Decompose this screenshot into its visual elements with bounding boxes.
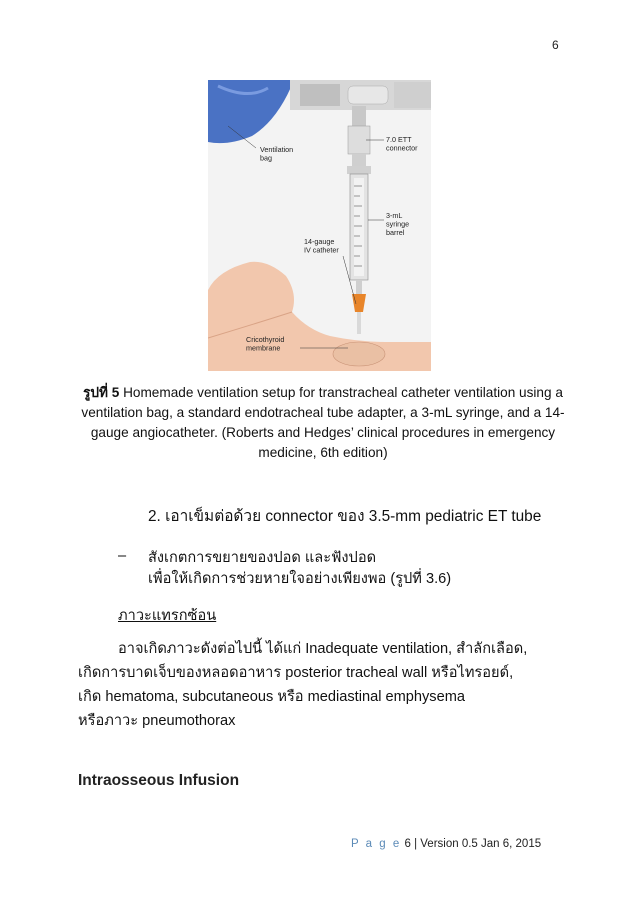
- page-footer: [351, 838, 541, 850]
- complications-heading: ภาวะแทรกซ้อน: [118, 608, 217, 624]
- footer-version: Version 0.5 Jan 6, 2015: [420, 838, 542, 850]
- bullet-line-2: เพื่อให้เกิดการช่วยหายใจอย่างเพียงพอ (รูปที่ 3.6): [148, 571, 452, 587]
- bullet-text: [148, 548, 568, 590]
- step-2: [148, 506, 548, 527]
- footer-page-word: P a g e: [351, 838, 402, 850]
- caption-text: Homemade ventilation setup for transtracheal catheter ventilation using a ventilation bag, a standard endotracheal tube adapter, a 3-mL syringe, and a 14-gauge angiocatheter. (Roberts and Hedges’ clinical procedures in emergency medicine, 6th edition): [81, 385, 565, 460]
- complications-paragraph: [78, 637, 562, 733]
- label-ventilation-bag: Ventilation bag: [260, 145, 294, 163]
- caption-label: รูปที่ 5: [83, 385, 120, 400]
- section-title: Intraosseous Infusion: [78, 772, 240, 789]
- label-syringe: 3-mL syringe barrel: [386, 211, 410, 237]
- step-number: 2.: [148, 508, 161, 525]
- page-number: 6: [552, 38, 559, 52]
- bullet-dash: –: [118, 548, 127, 564]
- footer-page-num: 6: [404, 838, 411, 850]
- ventilation-setup-figure: [208, 80, 431, 371]
- bullet-line-1: สังเกตการขยายของปอด และฟังปอด: [148, 550, 377, 566]
- figure-caption: [78, 383, 568, 463]
- complications-line-1: อาจเกิดภาวะดังต่อไปนี้ ได้แก่ Inadequate ventilation, สำลักเลือด,: [118, 641, 528, 657]
- step-text: เอาเข็มต่อด้วย connector ของ 3.5-mm pediatric ET tube: [165, 508, 542, 525]
- label-ett-connector: 7.0 ETT connector: [386, 135, 418, 153]
- label-catheter: 14-gauge IV catheter: [304, 237, 339, 255]
- complications-line-2: เกิดการบาดเจ็บของหลอดอาหาร posterior tracheal wall หรือไทรอยด์,: [78, 665, 514, 681]
- label-membrane: Cricothyroid membrane: [246, 335, 285, 353]
- complications-line-3: เกิด hematoma, subcutaneous หรือ mediastinal emphysema: [78, 689, 465, 705]
- complications-line-4: หรือภาวะ pneumothorax: [78, 713, 236, 729]
- footer-separator: |: [414, 838, 418, 850]
